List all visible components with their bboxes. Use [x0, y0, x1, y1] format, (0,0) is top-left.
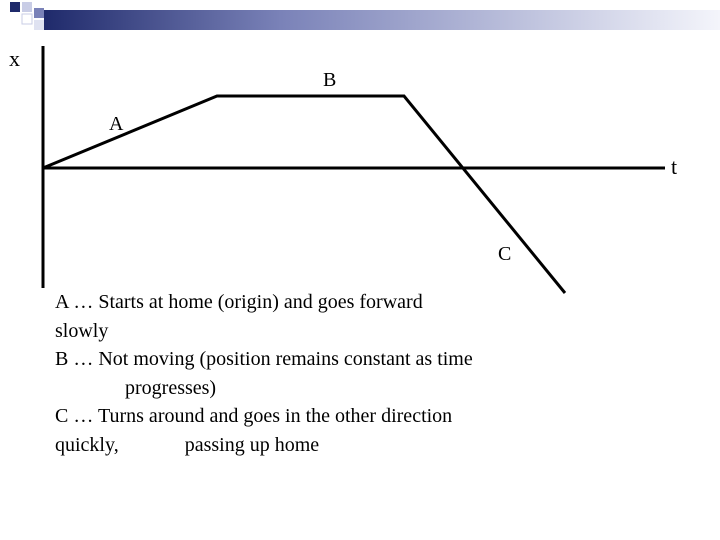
caption-line-2: slowly	[55, 319, 109, 342]
caption-text	[55, 288, 575, 459]
caption-line-5: C … Turns around and goes in the other direction	[55, 405, 453, 427]
caption-line-1: A … Starts at home (origin) and goes forward	[55, 291, 423, 313]
caption-line-6	[55, 431, 575, 460]
caption-line-3: B … Not moving (position remains constant as time	[55, 348, 473, 370]
segment-b-label: B	[323, 69, 337, 91]
y-axis-label: x	[9, 46, 20, 71]
segment-c-label: C	[498, 243, 512, 265]
segment-a-label: A	[109, 113, 124, 135]
x-axis-label: t	[671, 154, 678, 179]
caption-line-4: progresses)	[125, 376, 217, 399]
caption-line-6-part-1: quickly,	[55, 433, 119, 456]
caption-line-6-part-2: passing up home	[184, 433, 320, 456]
